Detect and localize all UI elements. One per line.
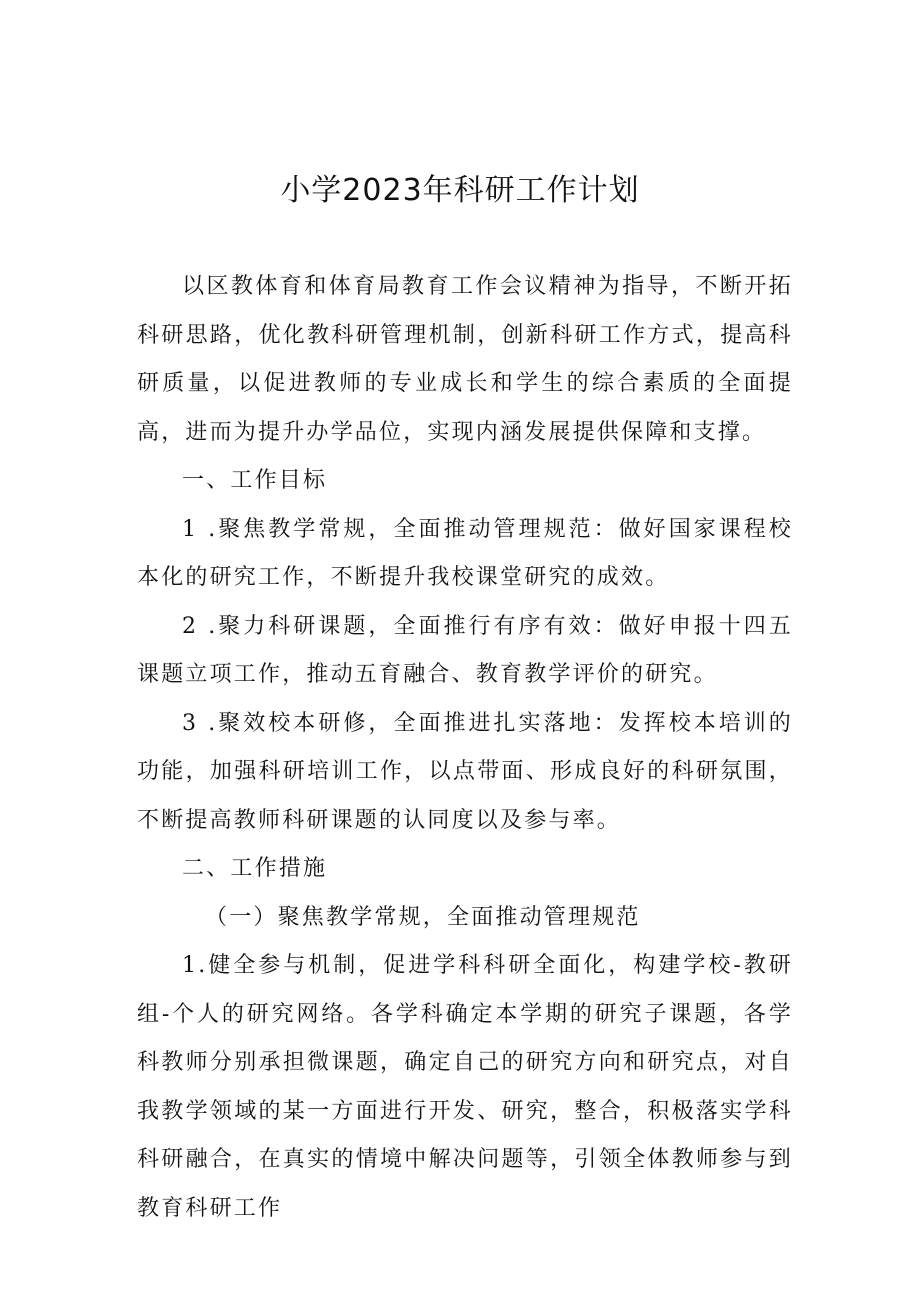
intro-paragraph: 以区教体育和体育局教育工作会议精神为指导，不断开拓科研思路，优化教科研管理机制，创新科研工作方式，提高科研质量，以促进教师的专业成长和学生的综合素质的全面提高，进而为提升办学品位，实现内涵发展提供保障和支撑。 [137, 274, 793, 445]
document-body [137, 263, 793, 1233]
measure-item-1: 1.健全参与机制，促进学科科研全面化，构建学校-教研组-个人的研究网络。各学科确定本学期的研究子课题，各学科教师分别承担微课题，确定自己的研究方向和研究点，对自我教学领域的某一方面进行开发、研究，整合，积极落实学科科研融合，在真实的情境中解决问题等，引领全体教师参与到教育科研工作 [137, 953, 793, 1221]
goal-item-3: 3 .聚效校本研修，全面推进扎实落地：发挥校本培训的功能，加强科研培训工作，以点带面、形成良好的科研氛围，不断提高教师科研课题的认同度以及参与率。 [137, 710, 793, 833]
document-title: 小学2023年科研工作计划 [280, 173, 640, 208]
goal-item-2: 2 .聚力科研课题，全面推行有序有效：做好申报十四五课题立项工作，推动五育融合、教育教学评价的研究。 [137, 613, 793, 687]
section-heading-goals: 一、工作目标 [182, 468, 328, 493]
section-heading-measures: 二、工作措施 [182, 856, 328, 881]
goal-item-1: 1 .聚焦教学常规，全面推动管理规范：做好国家课程校本化的研究工作，不断提升我校课堂研究的成效。 [137, 516, 793, 590]
subsection-heading-1: （一）聚焦教学常规，全面推动管理规范 [205, 904, 641, 930]
